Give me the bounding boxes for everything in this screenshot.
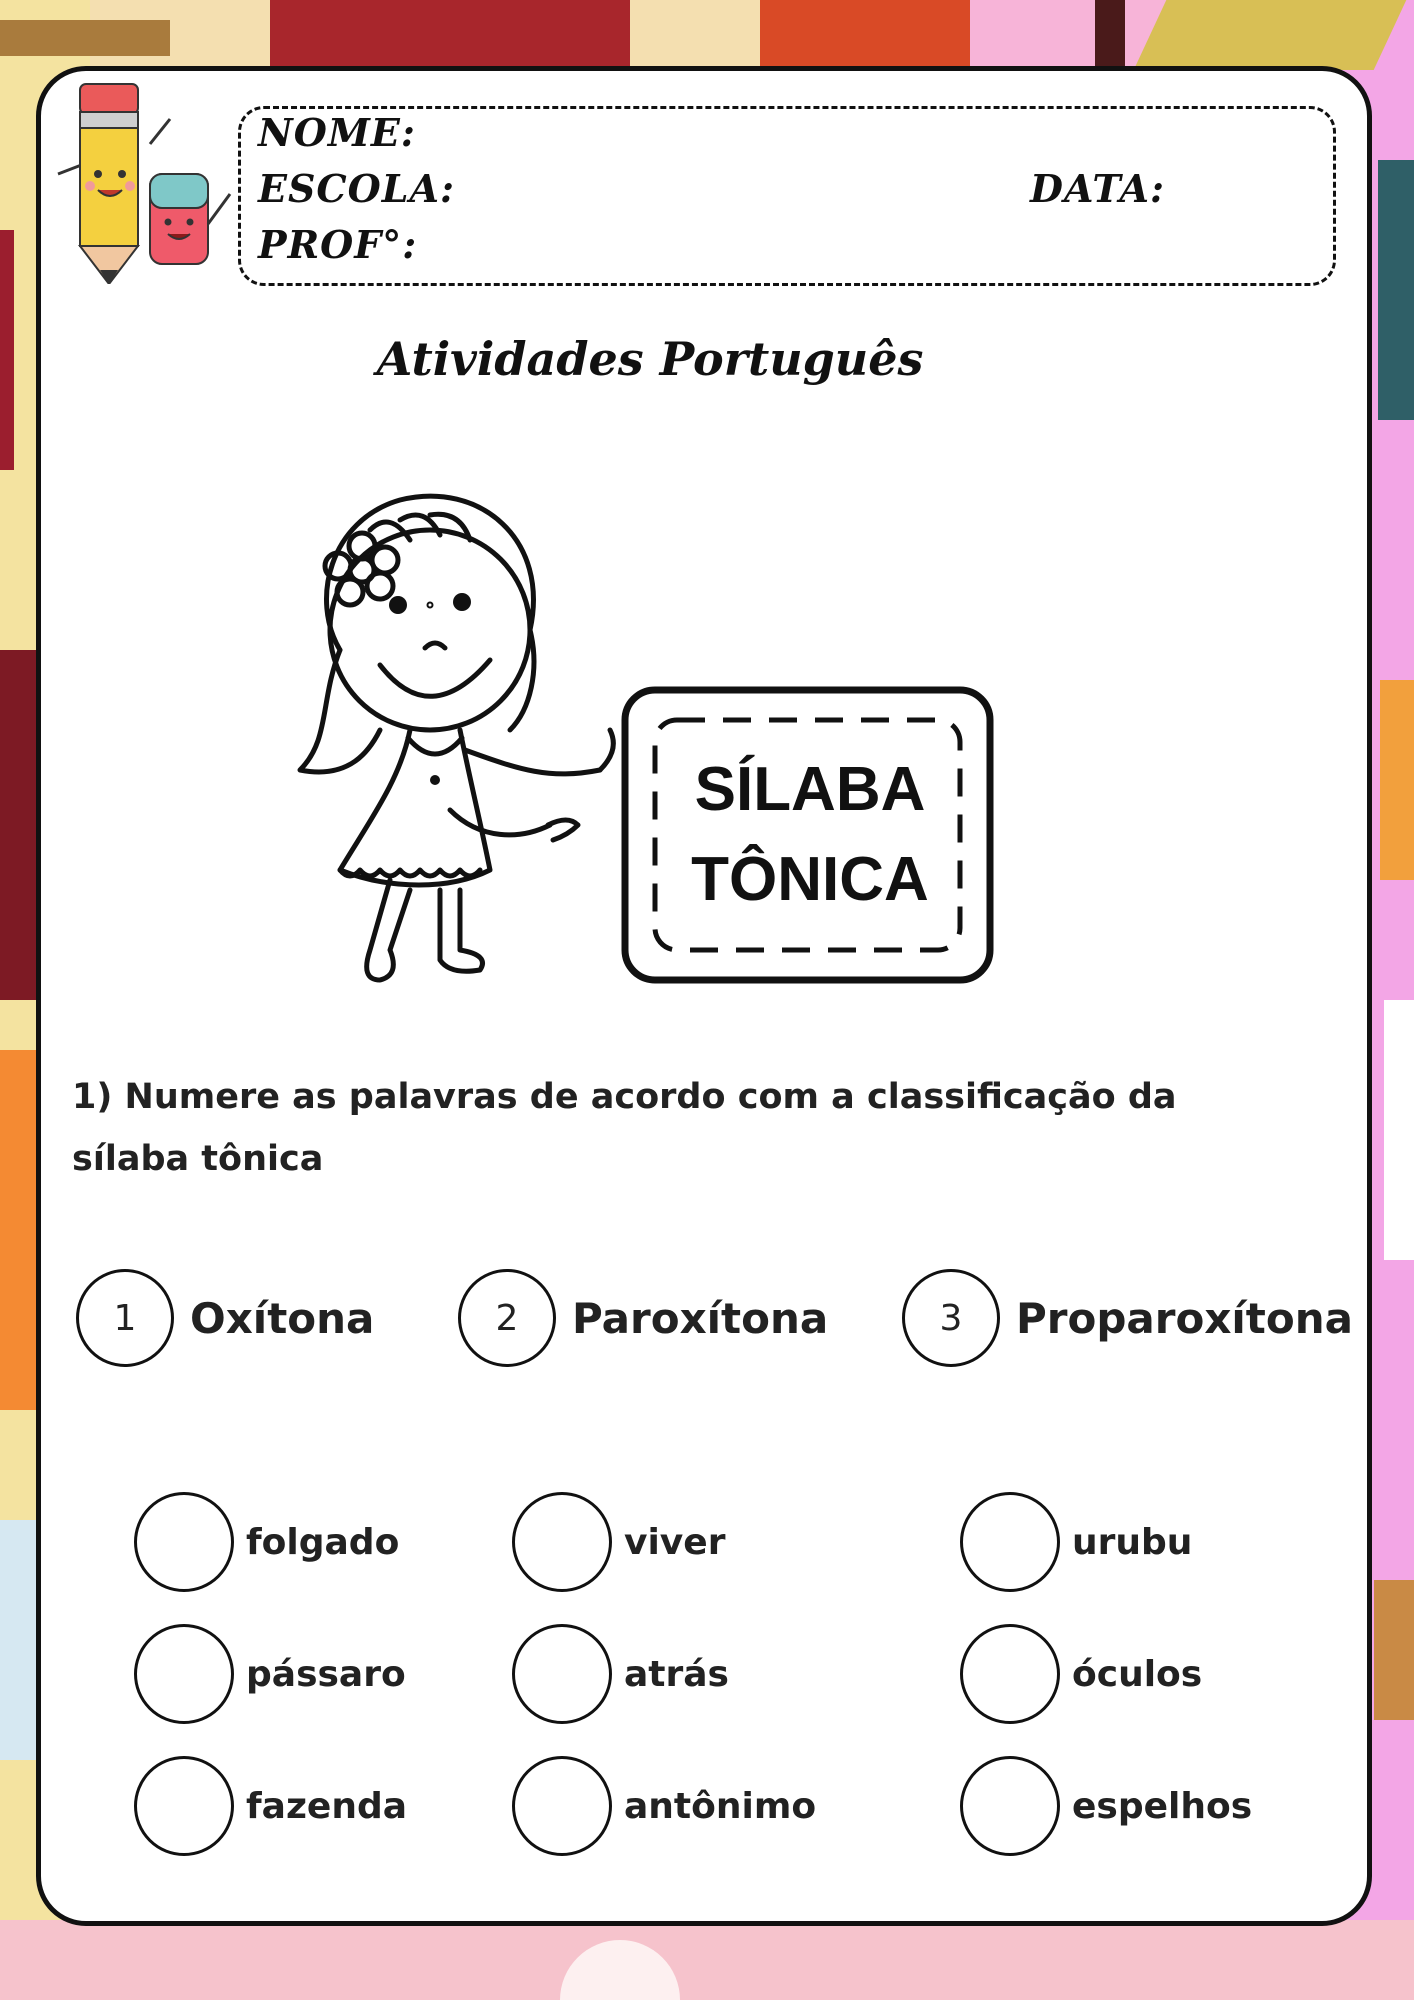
escola-label: ESCOLA: — [258, 166, 455, 211]
answer-circle[interactable] — [960, 1492, 1060, 1592]
decor-book — [760, 0, 970, 66]
legend-label: Paroxítona — [572, 1293, 829, 1343]
prof-label: PROF°: — [258, 222, 418, 267]
word-item — [512, 1756, 816, 1856]
page-title: Atividades Português — [376, 332, 924, 386]
decor-paper — [1384, 1000, 1414, 1260]
legend-number-circle: 3 — [902, 1269, 1000, 1367]
word-label: óculos — [1072, 1653, 1203, 1695]
answer-circle[interactable] — [512, 1756, 612, 1856]
legend-paroxitona — [458, 1266, 828, 1370]
answer-circle[interactable] — [960, 1624, 1060, 1724]
word-item — [960, 1624, 1202, 1724]
legend-proparoxitona — [902, 1266, 1353, 1370]
decor-pencil — [1095, 0, 1125, 70]
data-label: DATA: — [1030, 166, 1166, 211]
legend-label: Proparoxítona — [1016, 1293, 1353, 1343]
word-label: espelhos — [1072, 1785, 1253, 1827]
decor-book — [0, 230, 14, 470]
question-1: 1) Numere as palavras de acordo com a classificação da sílaba tônica — [72, 1077, 1177, 1179]
legend-oxitona — [76, 1266, 374, 1370]
word-label: folgado — [246, 1521, 400, 1563]
word-label: antônimo — [624, 1785, 817, 1827]
answer-circle[interactable] — [134, 1756, 234, 1856]
word-item — [512, 1624, 729, 1724]
sign-line-1: SÍLABA — [694, 755, 926, 824]
answer-circle[interactable] — [134, 1624, 234, 1724]
sign-board-icon — [625, 690, 990, 980]
word-label: pássaro — [246, 1653, 406, 1695]
word-label: atrás — [624, 1653, 729, 1695]
word-item — [960, 1492, 1192, 1592]
answer-circle[interactable] — [960, 1756, 1060, 1856]
girl-drawing-icon — [300, 496, 613, 980]
word-item — [960, 1756, 1252, 1856]
decor-palette — [0, 1050, 40, 1410]
word-item — [134, 1492, 399, 1592]
legend-number-circle: 1 — [76, 1269, 174, 1367]
decor-notebook — [0, 1520, 40, 1760]
decor-ruler — [1374, 1580, 1414, 1720]
word-label: fazenda — [246, 1785, 408, 1827]
word-item — [134, 1756, 407, 1856]
nome-label: NOME: — [258, 110, 416, 155]
answer-circle[interactable] — [512, 1492, 612, 1592]
answer-circle[interactable] — [512, 1624, 612, 1724]
background-bottom — [0, 1920, 1414, 2000]
sign-line-2: TÔNICA — [691, 845, 929, 914]
decor-book — [270, 0, 630, 70]
answer-circle[interactable] — [134, 1492, 234, 1592]
legend-label: Oxítona — [190, 1293, 375, 1343]
pencil-eraser-mascot-icon — [40, 74, 240, 284]
legend-number-circle: 2 — [458, 1269, 556, 1367]
word-label: urubu — [1072, 1521, 1193, 1563]
decor-pencil — [0, 20, 170, 56]
girl-holding-sign-illustration — [290, 480, 1120, 1020]
word-label: viver — [624, 1521, 726, 1563]
word-item — [134, 1624, 406, 1724]
word-item — [512, 1492, 725, 1592]
decor-palette — [1380, 680, 1414, 880]
decor-pen — [1378, 160, 1414, 420]
decor-book — [0, 650, 40, 1000]
decor-ruler — [1134, 0, 1407, 70]
